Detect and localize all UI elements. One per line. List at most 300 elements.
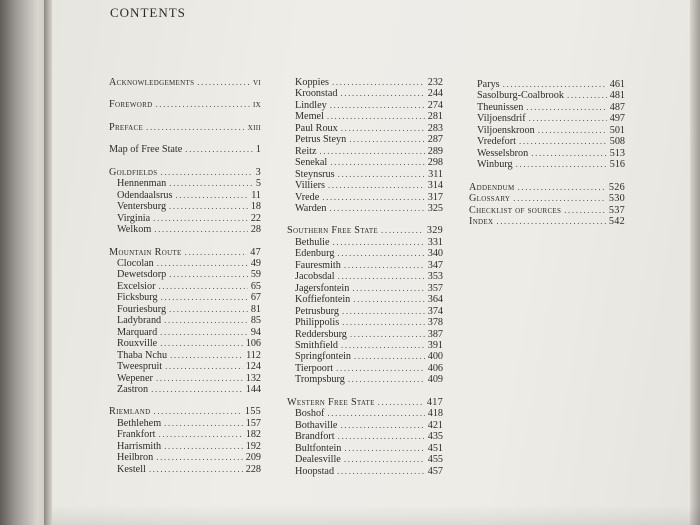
toc-group: [109, 77, 261, 88]
leader-dots: [342, 306, 425, 317]
toc-page-number: 155: [244, 406, 261, 418]
toc-page-number: 157: [245, 417, 261, 429]
toc-entry-label: Reitz: [295, 145, 317, 157]
toc-entry-label: Villiers: [295, 180, 325, 192]
leader-dots: [353, 294, 424, 305]
toc-entry-label: Springfontein: [295, 351, 352, 363]
toc-page-number: 526: [608, 181, 625, 193]
leader-dots: [338, 431, 425, 442]
toc-entry-label: Mountain Route: [109, 246, 182, 258]
toc-entry-label: Map of Free State: [109, 144, 183, 156]
toc-entry-label: Jagersfontein: [295, 282, 350, 294]
toc-page-number: 274: [427, 99, 443, 111]
toc-page-number: 418: [427, 408, 443, 420]
toc-page-number: 409: [427, 374, 443, 386]
leader-dots: [320, 146, 425, 157]
toc-page-number: 85: [250, 315, 261, 327]
toc-column-3: [469, 79, 625, 238]
leader-dots: [157, 258, 248, 269]
toc-entry-label: Foreword: [109, 99, 153, 111]
leader-dots: [564, 205, 606, 216]
toc-section-heading: [469, 193, 625, 204]
toc-entry-label: Reddersburg: [295, 328, 347, 340]
leader-dots: [338, 271, 425, 282]
leader-dots: [328, 180, 425, 191]
toc-entry: [109, 441, 261, 452]
toc-page-number: 537: [608, 204, 625, 216]
toc-page-number: 81: [250, 303, 261, 315]
toc-page-number: 11: [251, 189, 261, 201]
toc-page-number: 374: [427, 305, 443, 317]
toc-entry-label: Preface: [109, 121, 144, 133]
toc-page-number: 182: [245, 429, 261, 441]
toc-entry: [109, 178, 261, 189]
leader-dots: [341, 340, 425, 351]
leader-dots: [378, 397, 424, 408]
toc-entry: [109, 350, 261, 361]
toc-page-number: 112: [246, 349, 261, 361]
toc-group: [469, 79, 625, 171]
toc-entry: [287, 306, 443, 317]
toc-page-number: 435: [427, 431, 443, 443]
toc-entry: [287, 443, 443, 454]
toc-entry: [287, 351, 443, 362]
toc-page-number: 378: [427, 317, 443, 329]
toc-page-number: 192: [245, 440, 261, 452]
toc-page-number: 542: [608, 215, 625, 227]
toc-section-heading: [469, 216, 625, 227]
toc-page-number: 3: [255, 166, 261, 178]
toc-page-number: 228: [245, 463, 261, 475]
toc-entry-label: Philippolis: [295, 317, 340, 329]
toc-page-number: 18: [250, 201, 261, 213]
toc-entry-label: Jacobsdal: [295, 271, 335, 283]
toc-entry: [109, 338, 261, 349]
toc-entry-label: Viljoensdrif: [477, 113, 526, 125]
toc-page-number: 508: [609, 136, 625, 148]
toc-entry: [287, 260, 443, 271]
toc-entry-label: Zastron: [117, 383, 149, 395]
toc-page-number: 353: [427, 271, 443, 283]
toc-entry-label: Goldfields: [109, 166, 158, 178]
leader-dots: [519, 136, 607, 147]
toc-page-number: 232: [427, 77, 443, 88]
toc-page-number: 47: [250, 246, 261, 258]
toc-page-number: 59: [250, 269, 261, 281]
toc-group: [109, 144, 261, 155]
toc-entry: [287, 237, 443, 248]
toc-entry-label: Tierpoort: [295, 362, 334, 374]
toc-entry-label: Edenburg: [295, 248, 335, 260]
leader-dots: [337, 248, 424, 259]
toc-entry-label: Southern Free State: [287, 225, 378, 237]
toc-entry-label: Kestell: [117, 463, 146, 475]
leader-dots: [170, 350, 243, 361]
toc-entry-label: Addendum: [469, 181, 515, 193]
toc-entry: [469, 79, 625, 90]
toc-entry: [109, 429, 261, 440]
toc-entry-label: Trompsburg: [295, 374, 345, 386]
toc-page-number: 481: [609, 90, 625, 102]
toc-page-number: 314: [427, 180, 443, 192]
toc-page-number: ix: [253, 99, 261, 111]
toc-entry-label: Petrus Steyn: [295, 134, 347, 146]
leader-dots: [197, 77, 250, 88]
toc-entry-label: Riemland: [109, 406, 151, 418]
toc-entry-label: Bethlehem: [117, 417, 162, 429]
toc-group: [109, 167, 261, 236]
leader-dots: [350, 329, 425, 340]
toc-page-number: 347: [427, 259, 443, 271]
toc-entry: [109, 201, 261, 212]
leader-dots: [518, 182, 606, 193]
leader-dots: [155, 99, 250, 110]
toc-entry: [287, 408, 443, 419]
toc-page-number: 461: [609, 79, 625, 90]
leader-dots: [344, 443, 424, 454]
toc-entry: [287, 317, 443, 328]
toc-entry-label: Wesselsbron: [477, 147, 529, 159]
leader-dots: [146, 122, 245, 133]
toc-entry: [109, 452, 261, 463]
leader-dots: [354, 351, 425, 362]
toc-page-number: 311: [428, 168, 443, 180]
toc-entry: [287, 466, 443, 477]
leader-dots: [503, 79, 607, 90]
toc-group: [109, 406, 261, 475]
leader-dots: [164, 418, 243, 429]
toc-entry-label: Acknowledgements: [109, 77, 195, 88]
leader-dots: [496, 216, 605, 227]
toc-page-number: 1: [255, 144, 261, 156]
toc-entry-label: Fouriesburg: [117, 303, 167, 315]
toc-entry: [287, 248, 443, 259]
leader-dots: [333, 237, 425, 248]
toc-column-2: [287, 77, 443, 488]
toc-entry-label: Wepener: [117, 372, 153, 384]
toc-section-heading: [109, 77, 261, 88]
leader-dots: [329, 203, 424, 214]
toc-entry-label: Thaba Nchu: [117, 349, 168, 361]
toc-entry-label: Koffiefontein: [295, 294, 351, 306]
leader-dots: [340, 420, 424, 431]
toc-entry: [109, 269, 261, 280]
leader-dots: [175, 190, 248, 201]
toc-entry-label: Ventersburg: [117, 201, 167, 213]
leader-dots: [344, 454, 425, 465]
toc-entry: [469, 136, 625, 147]
toc-page-number: 400: [427, 351, 443, 363]
toc-entry-label: Theunissen: [477, 101, 524, 113]
leader-dots: [567, 90, 607, 101]
toc-entry: [287, 203, 443, 214]
toc-entry-label: Clocolan: [117, 257, 154, 269]
leader-dots: [160, 167, 252, 178]
toc-column-1: [109, 77, 261, 486]
toc-entry: [109, 384, 261, 395]
toc-entry-label: Sasolburg-Coalbrook: [477, 90, 564, 102]
leader-dots: [381, 225, 424, 236]
toc-page-number: 5: [255, 178, 261, 190]
leader-dots: [160, 327, 248, 338]
toc-entry-label: Bothaville: [295, 419, 338, 431]
toc-group: [287, 77, 443, 214]
page-title: CONTENTS: [110, 5, 186, 20]
toc-section-heading: [109, 406, 261, 417]
toc-entry: [287, 134, 443, 145]
toc-section-heading: [109, 167, 261, 178]
toc-entry: [287, 294, 443, 305]
toc-entry: [287, 329, 443, 340]
leader-dots: [156, 373, 243, 384]
toc-entry-label: Smithfield: [295, 339, 339, 351]
toc-entry-label: Warden: [295, 202, 327, 214]
toc-page-number: 49: [250, 257, 261, 269]
toc-entry-label: Vrede: [295, 191, 320, 203]
toc-entry-label: Brandfort: [295, 431, 335, 443]
toc-entry-label: Heilbron: [117, 452, 154, 464]
toc-group: [287, 397, 443, 477]
toc-entry: [109, 190, 261, 201]
toc-entry-label: Western Free State: [287, 396, 375, 408]
toc-page-number: 406: [427, 362, 443, 374]
toc-entry: [287, 420, 443, 431]
toc-entry-label: Rouxville: [117, 338, 158, 350]
toc-entry-label: Viljoenskroon: [477, 124, 535, 136]
leader-dots: [336, 363, 425, 374]
toc-page-number: 417: [426, 396, 443, 408]
toc-entry: [109, 373, 261, 384]
leader-dots: [164, 315, 248, 326]
toc-entry-label: Marquard: [117, 326, 158, 338]
toc-entry-label: Parys: [477, 79, 500, 90]
toc-page-number: vi: [253, 77, 261, 88]
leader-dots: [342, 317, 425, 328]
toc-entry-label: Dealesville: [295, 454, 341, 466]
toc-page-number: 329: [426, 225, 443, 237]
leader-dots: [153, 213, 248, 224]
toc-page-number: 65: [250, 280, 261, 292]
toc-group: [469, 182, 625, 228]
toc-page-number: 487: [609, 101, 625, 113]
toc-page-number: 317: [427, 191, 443, 203]
toc-page-number: 67: [250, 292, 261, 304]
leader-dots: [330, 100, 425, 111]
leader-dots: [156, 452, 243, 463]
toc-entry-label: Petrusburg: [295, 305, 339, 317]
leader-dots: [513, 193, 606, 204]
toc-section-heading: [469, 182, 625, 193]
toc-entry-label: Dewetsdorp: [117, 269, 167, 281]
toc-entry-label: Paul Roux: [295, 122, 338, 134]
toc-entry-label: Bultfontein: [295, 442, 342, 454]
leader-dots: [341, 123, 425, 134]
toc-entry: [287, 88, 443, 99]
leader-dots: [344, 260, 425, 271]
leader-dots: [165, 361, 243, 372]
leader-dots: [158, 281, 247, 292]
toc-page-number: 124: [245, 361, 261, 373]
toc-page-number: 364: [427, 294, 443, 306]
toc-entry: [287, 180, 443, 191]
toc-entry-label: Frankfort: [117, 429, 156, 441]
leader-dots: [327, 408, 424, 419]
toc-page-number: 144: [245, 383, 261, 395]
toc-entry-label: Tweespruit: [117, 361, 163, 373]
toc-section-heading: [287, 397, 443, 408]
toc-entry: [109, 292, 261, 303]
toc-entry: [109, 213, 261, 224]
toc-entry: [287, 100, 443, 111]
toc-entry-label: Excelsior: [117, 280, 156, 292]
leader-dots: [332, 77, 425, 88]
toc-entry: [287, 454, 443, 465]
leader-dots: [169, 304, 248, 315]
leader-dots: [330, 157, 424, 168]
toc-entry: [109, 304, 261, 315]
toc-entry: [109, 281, 261, 292]
leader-dots: [151, 384, 243, 395]
leader-dots: [164, 441, 243, 452]
toc-entry-label: Boshof: [295, 408, 325, 420]
leader-dots: [337, 466, 425, 477]
toc-entry: [287, 169, 443, 180]
toc-page-number: 289: [427, 145, 443, 157]
leader-dots: [169, 201, 248, 212]
toc-page-number: 513: [609, 147, 625, 159]
leader-dots: [322, 192, 424, 203]
toc-page-number: 132: [245, 372, 261, 384]
toc-page-number: 283: [427, 122, 443, 134]
toc-page-number: 209: [245, 452, 261, 464]
toc-entry: [109, 144, 261, 155]
toc-page-number: 421: [427, 419, 443, 431]
toc-page-number: 387: [427, 328, 443, 340]
leader-dots: [160, 338, 243, 349]
toc-entry: [469, 159, 625, 170]
toc-entry: [287, 146, 443, 157]
toc-entry: [469, 148, 625, 159]
toc-entry: [109, 361, 261, 372]
toc-page-number: 28: [250, 224, 261, 236]
toc-page-number: 325: [427, 202, 443, 214]
left-page-edge: [0, 0, 50, 525]
toc-page-number: 94: [250, 326, 261, 338]
toc-section-heading: [109, 247, 261, 258]
toc-page-number: 530: [608, 193, 625, 205]
toc-entry: [287, 283, 443, 294]
toc-entry-label: Glossary: [469, 193, 511, 205]
leader-dots: [348, 374, 425, 385]
toc-page-number: 516: [609, 159, 625, 171]
toc-entry: [469, 102, 625, 113]
toc-entry-label: Steynsrus: [295, 168, 335, 180]
toc-entry: [287, 123, 443, 134]
leader-dots: [158, 429, 242, 440]
toc-page-number: 106: [245, 338, 261, 350]
page-shadow: [52, 505, 700, 525]
toc-section-heading: [287, 225, 443, 236]
toc-entry-label: Odendaalsrus: [117, 189, 173, 201]
toc-entry-label: Bethulie: [295, 236, 330, 248]
toc-group: [109, 99, 261, 110]
toc-entry: [469, 90, 625, 101]
leader-dots: [529, 113, 607, 124]
toc-entry-label: Koppies: [295, 77, 329, 88]
toc-entry: [109, 315, 261, 326]
toc-page-number: 340: [427, 248, 443, 260]
toc-entry-label: Hennenman: [117, 178, 167, 190]
toc-entry-label: Checklist of sources: [469, 204, 562, 216]
toc-group: [287, 225, 443, 385]
toc-entry: [469, 125, 625, 136]
leader-dots: [340, 88, 424, 99]
toc-section-heading: [109, 122, 261, 133]
toc-entry-label: Welkom: [117, 224, 152, 236]
toc-page-number: 331: [427, 236, 443, 248]
toc-entry-label: Winburg: [477, 159, 513, 171]
leader-dots: [349, 134, 424, 145]
toc-section-heading: [469, 205, 625, 216]
toc-entry-label: Fauresmith: [295, 259, 341, 271]
toc-page-number: 281: [427, 111, 443, 123]
toc-entry: [287, 111, 443, 122]
toc-entry-label: Kroonstad: [295, 88, 338, 100]
toc-entry-label: Ficksburg: [117, 292, 158, 304]
toc-page-number: 497: [609, 113, 625, 125]
toc-entry-label: Lindley: [295, 99, 327, 111]
toc-entry: [287, 192, 443, 203]
toc-entry: [109, 258, 261, 269]
toc-group: [109, 247, 261, 396]
toc-page-number: 455: [427, 454, 443, 466]
toc-page-number: xiii: [247, 121, 261, 133]
toc-entry: [287, 340, 443, 351]
leader-dots: [154, 224, 248, 235]
toc-group: [109, 122, 261, 133]
toc-entry: [287, 431, 443, 442]
toc-page-number: 298: [427, 157, 443, 169]
leader-dots: [352, 283, 424, 294]
toc-entry: [287, 271, 443, 282]
toc-page-number: 501: [609, 124, 625, 136]
leader-dots: [169, 178, 253, 189]
toc-entry-label: Index: [469, 215, 494, 227]
leader-dots: [516, 159, 607, 170]
leader-dots: [185, 144, 253, 155]
toc-entry: [109, 418, 261, 429]
toc-page-number: 287: [427, 134, 443, 146]
toc-entry-label: Vredefort: [477, 136, 516, 148]
leader-dots: [327, 111, 425, 122]
toc-entry-label: Virginia: [117, 212, 151, 224]
toc-entry: [287, 157, 443, 168]
toc-entry: [109, 224, 261, 235]
leader-dots: [153, 406, 241, 417]
leader-dots: [338, 169, 425, 180]
toc-page-number: 357: [427, 282, 443, 294]
toc-entry: [109, 327, 261, 338]
leader-dots: [531, 148, 606, 159]
toc-entry: [109, 464, 261, 475]
leader-dots: [526, 102, 606, 113]
toc-entry: [287, 374, 443, 385]
toc-entry-label: Ladybrand: [117, 315, 162, 327]
toc-page-number: 451: [427, 442, 443, 454]
leader-dots: [161, 292, 248, 303]
toc-page-number: 244: [427, 88, 443, 100]
toc-entry-label: Senekal: [295, 157, 328, 169]
